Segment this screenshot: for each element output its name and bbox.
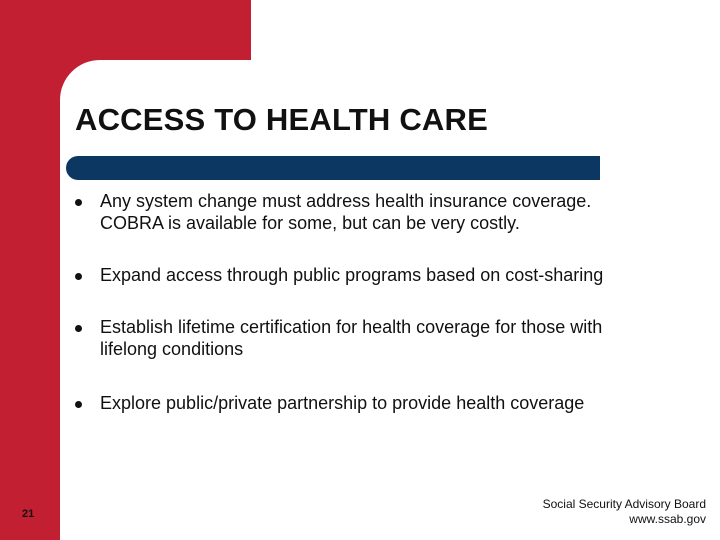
footer-org-name: Social Security Advisory Board: [542, 497, 706, 511]
bullet-icon: [75, 401, 82, 408]
page-number: 21: [22, 508, 35, 520]
bullet-icon: [75, 199, 82, 206]
footer: [543, 497, 706, 527]
footer-url: www.ssab.gov: [629, 512, 706, 526]
slide-title: ACCESS TO HEALTH CARE: [75, 102, 488, 137]
bullet-text-line: Expand access through public programs based on cost-sharing: [100, 265, 604, 285]
bullet-text-line: Explore public/private partnership to provide health coverage: [100, 393, 585, 413]
bullet-text-line: Establish lifetime certification for health coverage for those with: [100, 317, 603, 337]
bullet-text-line: Any system change must address health insurance coverage.: [100, 191, 592, 211]
bullet-icon: [75, 325, 82, 332]
bullet-text-line: COBRA is available for some, but can be very costly.: [100, 213, 520, 233]
title-underline-bar: [66, 156, 600, 180]
bullet-icon: [75, 273, 82, 280]
bullet-text-line: lifelong conditions: [100, 339, 244, 359]
